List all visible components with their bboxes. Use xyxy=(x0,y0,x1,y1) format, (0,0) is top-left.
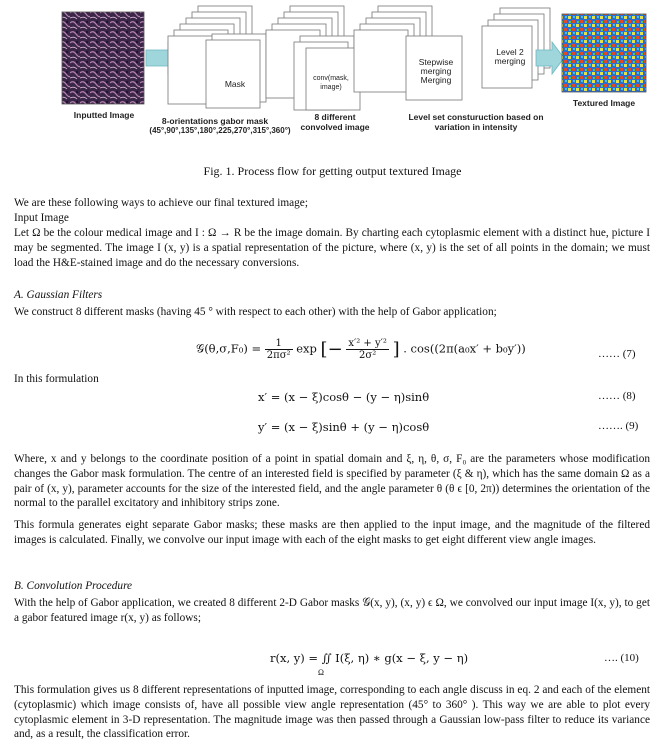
merging-stack xyxy=(354,6,462,100)
eq7-lhs: 𝒢(θ,σ,F₀) = xyxy=(196,341,262,356)
eq10-subscript: Ω xyxy=(318,668,324,677)
eq10-number: …. (10) xyxy=(604,652,639,664)
intro-text: We are these following ways to achieve our final textured image; xyxy=(14,197,308,209)
stepwise-label: Stepwise merging Merging xyxy=(418,57,454,85)
eq7-fraction-numerator: 1 xyxy=(265,338,293,350)
conv-label: conv(mask, image) xyxy=(313,75,349,91)
eq7-fraction xyxy=(265,338,293,361)
final-paragraph: This formulation gives us 8 different representations of inputted image, corresponding to each angle discuss in eq. 2 and each of the element (cytoplasmic) which image consists of, have all possible view angle representation (45° to 360° ). This way we are able to plot every cytoplasmic element in 3-D representation. The magnitude image was then passed through a Gaussian low-pass filter to reduce its variance and, as a result, the classification error. xyxy=(14,684,650,741)
equation-8: x′ = (x − ξ)cosθ − (y − η)sinθ xyxy=(258,390,430,404)
eq7-inner-fraction xyxy=(346,338,389,361)
eq7-inner-denominator: 2σ² xyxy=(359,350,377,361)
eq7-fraction-denominator: 2πσ² xyxy=(266,350,291,361)
process-flow-figure xyxy=(0,0,665,160)
textured-image xyxy=(562,14,646,92)
eq7-rest: . cos((2π(a₀x′ + b₀y′)) xyxy=(403,341,526,356)
mask-label: Mask xyxy=(224,79,246,89)
convolved-label: 8 different convolved image xyxy=(300,112,370,132)
input-image-paragraph: Let Ω be the colour medical image and I : Ω → R be the image domain. By charting each cytoplasmic element with a distinct hue, picture I may be segmented. The image I (x, y) is a spatial representation of the picture, where (x, y) is the set of all points in the domain; we must load the H&E-stained image and do the necessary conversions. xyxy=(14,227,650,269)
level2-label: Level 2 merging xyxy=(494,47,526,66)
gabor-mask-stack xyxy=(168,6,266,108)
section-a-heading: A. Gaussian Filters xyxy=(14,289,103,301)
inputted-image xyxy=(62,12,144,104)
eq9-number: ……. (9) xyxy=(598,420,639,432)
angles-label: (45°,90°,135°,180°,225,270°,315°,360°) xyxy=(149,126,291,135)
level-set-label: Level set consturuction based on variation in intensity xyxy=(408,112,544,132)
section-b-heading: B. Convolution Procedure xyxy=(14,580,133,592)
where-paragraph: Where, x and y belongs to the coordinate position of a point in spatial domain and ξ, η, θ, σ, F₀ are the parameters whose modification changes the Gabor mask formulation. The centre of an interested field is specified by parameter (ξ & η), which has the same domain Ω as a pair of (x, y), parameter accounts for the size of the interested field, and the angle parameter θ (θ ϵ [0, 2π)) determines the orientation of the normal to the parallel excitatory and inhibitory strips zone. xyxy=(14,453,650,510)
gabor-mask-label: 8-orientations gabor mask xyxy=(161,116,269,126)
equation-7: 𝒢(θ,σ,F₀) = $\frac{1}{\text{2πσ²}}$ exp [− $\frac{\text{x′² + y′²}}{\text{2σ²}}$ ] . cos((2π(a₀x′ + b₀y′)) xyxy=(196,338,526,361)
section-b-paragraph: With the help of Gabor application, we created 8 different 2-D Gabor masks 𝒢(x, y), (x, y) ϵ Ω, we convolved our input image I(x, y), to get a gabor featured image r(x, y) as follows; xyxy=(14,597,650,624)
formulation-text: In this formulation xyxy=(14,373,99,385)
figure-caption: Fig. 1. Process flow for getting output textured Image xyxy=(203,164,462,178)
input-image-heading: Input Image xyxy=(14,212,69,224)
textured-image-label: Textured Image xyxy=(572,98,636,108)
equation-9: y′ = (x − ξ)sinθ + (y − η)cosθ xyxy=(258,420,430,434)
section-a-paragraph: We construct 8 different masks (having 45 ° with respect to each other) with the help of Gabor application; xyxy=(14,306,497,318)
convolved-image-stack xyxy=(266,6,360,110)
eq7-inner-numerator: x′² + y′² xyxy=(348,338,387,349)
formula-paragraph: This formula generates eight separate Gabor masks; these masks are then applied to the input image, and the magnitude of the filtered images is calculated. Finally, we convolve our input image with each of the eight masks to get eight different view angle images. xyxy=(14,519,650,546)
eq8-number: …… (8) xyxy=(598,390,636,402)
equation-10: r(x, y) = ∬ I(ξ, η) ∗ g(x − ξ, y − η) xyxy=(270,651,469,665)
eq7-number: …… (7) xyxy=(598,348,636,360)
eq7-exp: exp xyxy=(296,341,317,356)
inputted-image-label: Inputted Image xyxy=(73,110,135,120)
